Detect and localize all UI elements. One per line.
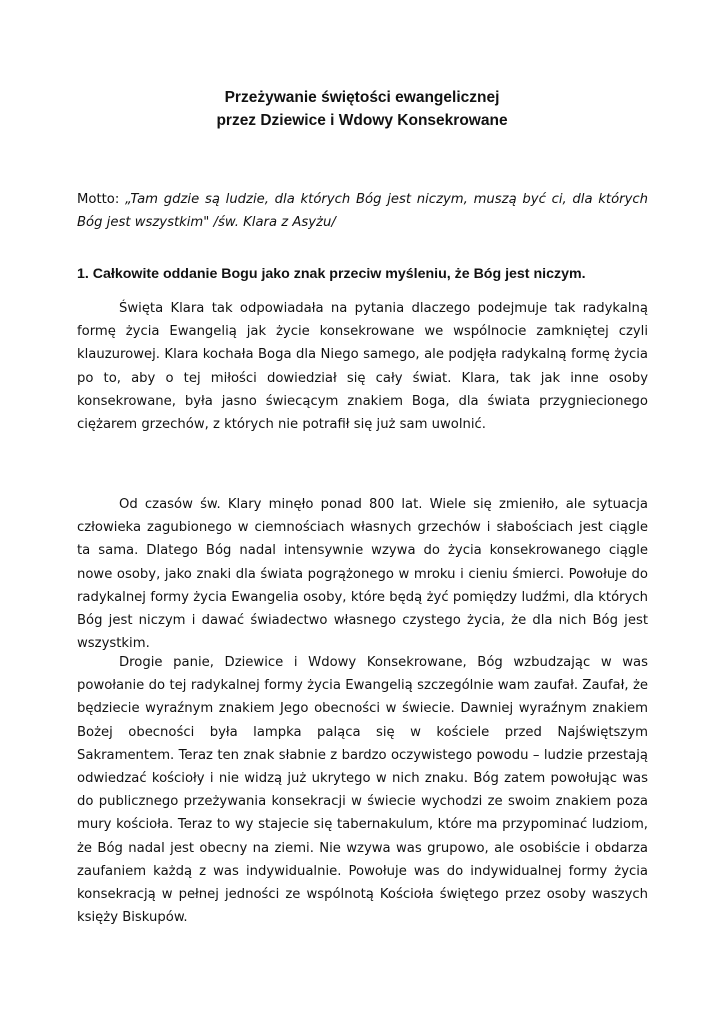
motto-quote: „Tam gdzie są ludzie, dla których Bóg jest niczym, muszą być ci, dla których Bóg jest wszystkim" /św. Klara z Asyżu/ — [77, 192, 648, 230]
title-line-1: Przeżywanie świętości ewangelicznej — [224, 89, 500, 106]
paragraph-1 — [77, 297, 648, 436]
document-title — [0, 86, 724, 132]
paragraph-text: Drogie panie, Dziewice i Wdowy Konsekrowane, Bóg wzbudzając w was powołanie do tej radykalnej formy życia Ewangelią szczególnie wam zaufał. Zaufał, że będziecie wyraźnym znakiem Jego obecności w świecie. Dawniej wyraźnym znakiem Bożej obecności była lampka paląca się w kościele przed Najświętszym Sakramentem. Teraz ten znak słabnie z bardzo oczywistego powodu – ludzie przestają odwiedzać kościoły i nie widzą już ukrytego w nich znaku. Bóg zatem powołując was do publicznego przeżywania konsekracji w świecie wychodzi ze swoim znakiem poza mury kościoła. Teraz to wy stajecie się tabernakulum, które ma przypominać ludziom, że Bóg nadal jest obecny na ziemi. Nie wzywa was grupowo, ale osobiście i obdarza zaufaniem każdą z was indywidualnie. Powołuje was do indywidualnej formy życia konsekracją w pełnej jedności ze wspólnotą Kościoła świętego przez osoby waszych księży Biskupów. — [77, 655, 648, 926]
paragraph-text: Święta Klara tak odpowiadała na pytania dlaczego podejmuje tak radykalną formę życia Ewangelią jak życie konsekrowane we wspólnocie zamkniętej czyli klauzurowej. Klara kochała Boga dla Niego samego, ale podjęła radykalną formę życia po to, aby o tej miłości dowiedział się cały świat. Klara, tak jak inne osoby konsekrowane, była jasno świecącym znakiem Boga, dla świata przygniecionego ciężarem grzechów, z których nie potrafił się już sam uwolnić. — [77, 301, 648, 433]
paragraph-3 — [77, 651, 648, 929]
paragraph-2 — [77, 493, 648, 655]
paragraph-text: Od czasów św. Klary minęło ponad 800 lat. Wiele się zmieniło, ale sytuacja człowieka zagubionego w ciemnościach własnych grzechów i słabościach jest ciągle ta sama. Dlatego Bóg nadal intensywnie wzywa do życia konsekrowanego ciągle nowe osoby, jako znaki dla świata pogrążonego w mroku i cieniu śmierci. Powołuje do radykalnej formy życia Ewangelia osoby, które będą żyć pomiędzy ludźmi, dla których Bóg jest niczym i dawać świadectwo własnego czystego życia, że dla nich Bóg jest wszystkim. — [77, 497, 648, 652]
motto — [77, 188, 648, 234]
title-line-2: przez Dziewice i Wdowy Konsekrowane — [216, 112, 508, 129]
motto-label: Motto: — [77, 192, 126, 207]
section-heading: 1. Całkowite oddanie Bogu jako znak przeciw myśleniu, że Bóg jest niczym. — [77, 266, 586, 282]
